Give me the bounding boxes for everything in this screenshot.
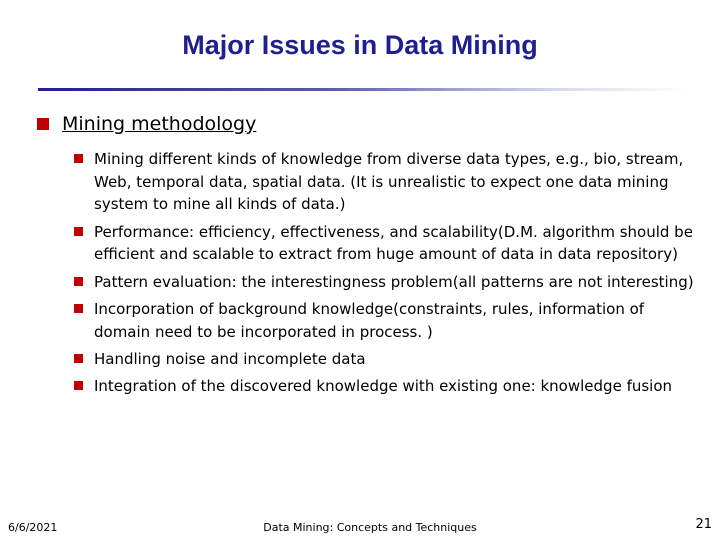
sub-bullet-text: Performance: efficiency, effectiveness, and scalability(D.M. algorithm should be efficient and scalable to extract from huge amount of data in data repository)	[94, 222, 693, 263]
square-bullet-icon	[74, 277, 83, 286]
sub-bullet-text: Incorporation of background knowledge(constraints, rules, information of domain need to be incorporated in process. )	[94, 300, 645, 341]
main-bullet-text: Mining methodology	[62, 113, 257, 135]
square-bullet-icon	[74, 154, 83, 163]
sub-bullet-item	[74, 271, 694, 294]
main-bullet	[37, 113, 256, 135]
page-number: 21	[695, 517, 712, 532]
square-bullet-icon	[74, 227, 83, 236]
sub-bullet-item	[74, 148, 694, 216]
sub-bullet-item	[74, 298, 694, 343]
sub-bullet-text: Handling noise and incomplete data	[94, 350, 366, 368]
footer-date: 6/6/2021	[8, 521, 58, 534]
sub-bullet-item	[74, 375, 694, 398]
square-bullet-icon	[74, 304, 83, 313]
sub-bullet-text: Mining different kinds of knowledge from diverse data types, e.g., bio, stream, Web, temporal data, spatial data. (It is unrealistic to expect one data mining system to mine all kinds of data.)	[94, 150, 684, 213]
sub-bullet-text: Pattern evaluation: the interestingness problem(all patterns are not interesting)	[94, 272, 694, 291]
sub-bullet-text: Integration of the discovered knowledge with existing one: knowledge fusion	[94, 376, 673, 395]
square-bullet-icon	[74, 381, 83, 390]
sub-bullet-item	[74, 348, 694, 371]
sub-bullet-item	[74, 221, 694, 266]
title-divider	[38, 88, 688, 91]
slide-title: Major Issues in Data Mining	[182, 30, 538, 60]
square-bullet-icon	[74, 354, 83, 363]
square-bullet-icon	[37, 118, 49, 130]
footer-title: Data Mining: Concepts and Techniques	[263, 521, 477, 534]
sub-bullet-list	[74, 148, 694, 402]
